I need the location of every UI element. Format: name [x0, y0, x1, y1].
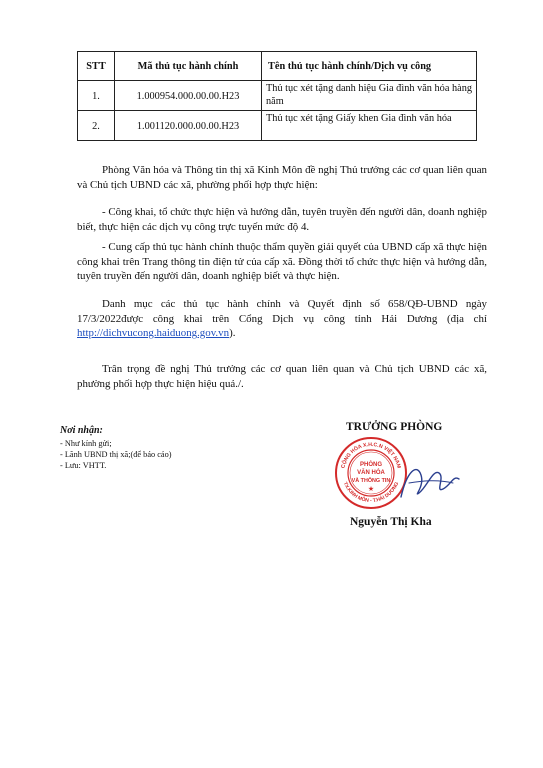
- seal-outer-text-bottom: TX.KINH MÔN - T.HẢI DƯƠNG: [341, 481, 401, 504]
- closing-paragraph: Trân trọng đề nghị Thủ trưởng các cơ quan liên quan và Chủ tịch UBND các xã, phường phối hợp thực hiện hiệu quả./.: [77, 363, 487, 390]
- recipient-item: - Lãnh UBND thị xã;(để báo cáo): [60, 450, 172, 459]
- bullet-paragraph-2: - Cung cấp thủ tục hành chính thuộc thẩm quyền giải quyết của UBND cấp xã thực hiện công khai trên Trang thông tin điện tử của cấp xã. Đồng thời tổ chức thực hiện và hướng dẫn, tuyên truyền đến người dân, doanh nghiệp biết và thực hiện.: [77, 241, 487, 282]
- row-code: 1.001120.000.00.00.H23: [115, 111, 262, 141]
- row-stt: 1.: [78, 81, 115, 111]
- table-header-row: [78, 52, 477, 81]
- procedure-table: [77, 51, 477, 141]
- seal-line: VÀ THÔNG TIN: [351, 478, 391, 484]
- recipients-title: Nơi nhận:: [60, 425, 103, 436]
- row-name: Thủ tục xét tặng danh hiệu Gia đình văn hóa hàng năm: [262, 81, 477, 111]
- header-name: Tên thủ tục hành chính/Dịch vụ công: [262, 52, 477, 81]
- handwritten-signature: [395, 453, 465, 508]
- header-code: Mã thủ tục hành chính: [115, 52, 262, 81]
- portal-text-end: ).: [229, 327, 236, 339]
- seal-outer-text: CỘNG HÒA X.H.C.N VIỆT NAM: [340, 441, 402, 469]
- header-stt: STT: [78, 52, 115, 81]
- portal-paragraph: [77, 297, 487, 341]
- recipient-item: - Như kính gửi;: [60, 439, 112, 448]
- seal-line: PHÒNG: [359, 462, 383, 468]
- seal-star-icon: ★: [367, 485, 375, 493]
- table-row: [78, 111, 477, 141]
- signer-title: TRƯỞNG PHÒNG: [346, 421, 443, 433]
- table-row: [78, 81, 477, 111]
- row-code: 1.000954.000.00.00.H23: [115, 81, 262, 111]
- bullet-paragraph-1: - Công khai, tổ chức thực hiện và hướng dẫn, tuyên truyền đến người dân, doanh nghiệp biết, thực hiện các dịch vụ công trực tuyến mức độ 4.: [77, 206, 487, 233]
- seal-line: VĂN HÓA: [357, 470, 385, 476]
- row-name: Thủ tục xét tặng Giấy khen Gia đình văn hóa: [262, 111, 477, 141]
- intro-paragraph: Phòng Văn hóa và Thông tin thị xã Kinh Môn đề nghị Thủ trưởng các cơ quan liên quan và Chủ tịch UBND các xã, phường phối hợp thực hiện:: [77, 164, 487, 191]
- signer-name: Nguyễn Thị Kha: [350, 516, 432, 528]
- portal-text: Danh mục các thủ tục hành chính và Quyết định số 658/QĐ-UBND ngày 17/3/2022được công khai trên Cổng Dịch vụ công tỉnh Hải Dương (địa chỉ: [77, 298, 487, 325]
- recipient-item: - Lưu: VHTT.: [60, 461, 107, 470]
- portal-link[interactable]: http://dichvucong.haiduong.gov.vn: [77, 327, 230, 339]
- row-stt: 2.: [78, 111, 115, 141]
